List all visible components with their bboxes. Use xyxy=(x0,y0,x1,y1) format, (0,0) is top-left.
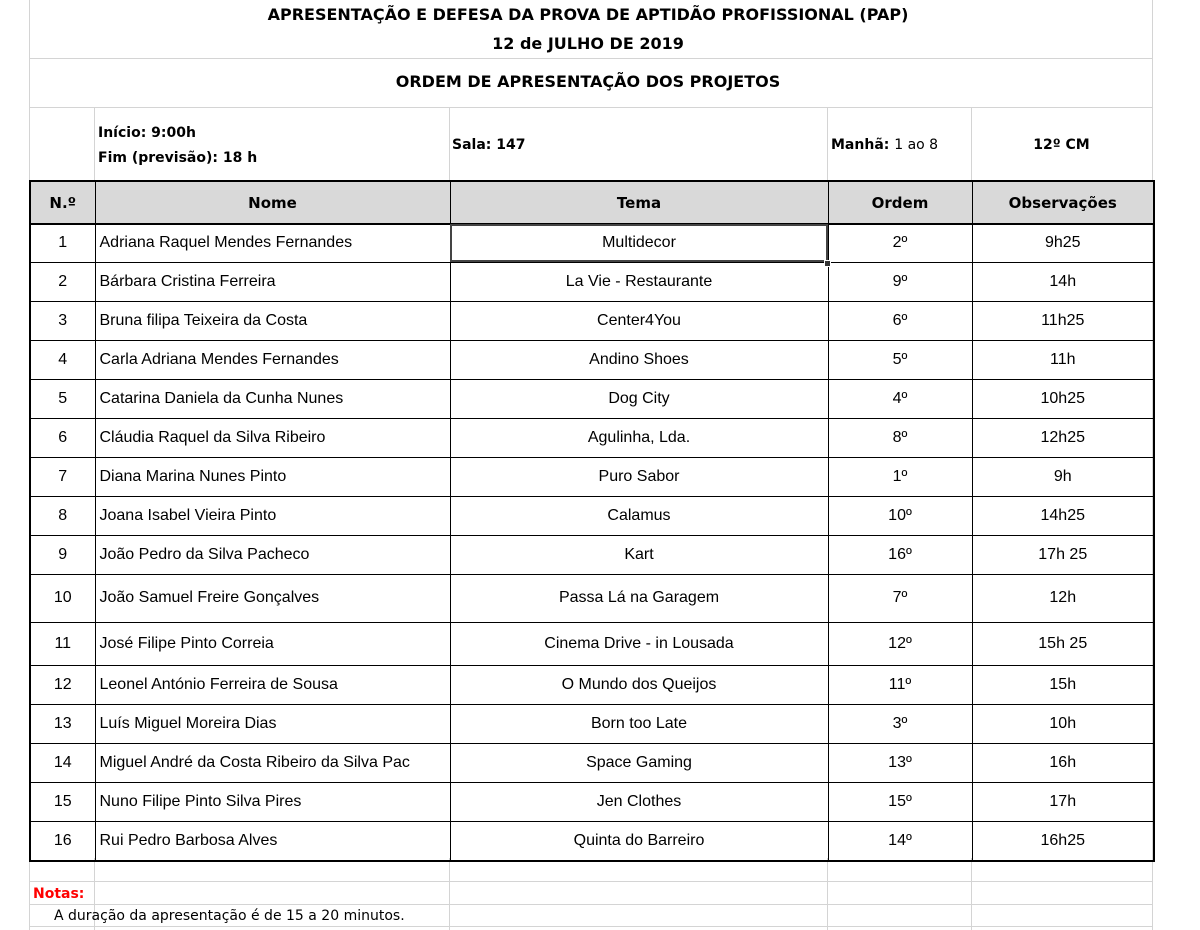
cell-order[interactable]: 8º xyxy=(828,418,972,457)
cell-theme[interactable]: Agulinha, Lda. xyxy=(450,418,828,457)
cell-number[interactable]: 15 xyxy=(30,782,95,821)
column-header-number[interactable]: N.º xyxy=(30,181,95,224)
table-header-row xyxy=(30,181,1154,224)
cell-theme[interactable]: Center4You xyxy=(450,301,828,340)
table-row xyxy=(30,262,1154,301)
cell-theme[interactable]: Space Gaming xyxy=(450,743,828,782)
cell-order[interactable]: 12º xyxy=(828,622,972,665)
table-row xyxy=(30,379,1154,418)
cell-observations[interactable]: 12h xyxy=(972,574,1154,622)
cell-order[interactable]: 5º xyxy=(828,340,972,379)
table-row xyxy=(30,301,1154,340)
table-row xyxy=(30,821,1154,861)
cell-observations[interactable]: 14h25 xyxy=(972,496,1154,535)
cell-theme[interactable]: Dog City xyxy=(450,379,828,418)
cell-order[interactable]: 10º xyxy=(828,496,972,535)
morning-range xyxy=(831,137,938,153)
cell-theme[interactable]: O Mundo dos Queijos xyxy=(450,665,828,704)
cell-number[interactable]: 16 xyxy=(30,821,95,861)
cell-number[interactable]: 7 xyxy=(30,457,95,496)
cell-order[interactable]: 13º xyxy=(828,743,972,782)
cell-observations[interactable]: 10h xyxy=(972,704,1154,743)
table-row xyxy=(30,782,1154,821)
cell-name[interactable]: Diana Marina Nunes Pinto xyxy=(95,457,450,496)
cell-number[interactable]: 4 xyxy=(30,340,95,379)
note-text: A duração da apresentação é de 15 a 20 minutos. xyxy=(54,908,405,924)
cell-theme[interactable]: La Vie - Restaurante xyxy=(450,262,828,301)
cell-name[interactable]: Catarina Daniela da Cunha Nunes xyxy=(95,379,450,418)
table-row xyxy=(30,622,1154,665)
cell-theme[interactable]: Andino Shoes xyxy=(450,340,828,379)
table-row xyxy=(30,704,1154,743)
column-header-name[interactable]: Nome xyxy=(95,181,450,224)
cell-name[interactable]: Adriana Raquel Mendes Fernandes xyxy=(95,224,450,262)
cell-observations[interactable]: 16h xyxy=(972,743,1154,782)
cell-theme[interactable]: Kart xyxy=(450,535,828,574)
cell-theme[interactable]: Multidecor xyxy=(450,224,828,262)
cell-theme[interactable]: Cinema Drive - in Lousada xyxy=(450,622,828,665)
cell-observations[interactable]: 11h25 xyxy=(972,301,1154,340)
gridline xyxy=(94,108,95,180)
cell-theme[interactable]: Quinta do Barreiro xyxy=(450,821,828,861)
cell-number[interactable]: 8 xyxy=(30,496,95,535)
cell-number[interactable]: 3 xyxy=(30,301,95,340)
cell-theme[interactable]: Calamus xyxy=(450,496,828,535)
cell-order[interactable]: 2º xyxy=(828,224,972,262)
cell-order[interactable]: 4º xyxy=(828,379,972,418)
cell-observations[interactable]: 11h xyxy=(972,340,1154,379)
cell-name[interactable]: Cláudia Raquel da Silva Ribeiro xyxy=(95,418,450,457)
cell-name[interactable]: Nuno Filipe Pinto Silva Pires xyxy=(95,782,450,821)
end-time: Fim (previsão): 18 h xyxy=(98,150,258,166)
cell-name[interactable]: José Filipe Pinto Correia xyxy=(95,622,450,665)
gridline xyxy=(827,108,828,180)
class-label: 12º CM xyxy=(1033,137,1090,153)
gridline xyxy=(971,858,972,930)
cell-observations[interactable]: 10h25 xyxy=(972,379,1154,418)
document-title: APRESENTAÇÃO E DEFESA DA PROVA DE APTIDÃO PROFISSIONAL (PAP) xyxy=(267,5,909,24)
presentation-schedule-table xyxy=(29,180,1155,862)
cell-observations[interactable]: 17h 25 xyxy=(972,535,1154,574)
table-row xyxy=(30,457,1154,496)
cell-number[interactable]: 5 xyxy=(30,379,95,418)
table-row xyxy=(30,340,1154,379)
cell-order[interactable]: 7º xyxy=(828,574,972,622)
room: Sala: 147 xyxy=(452,137,526,153)
cell-number[interactable]: 12 xyxy=(30,665,95,704)
column-header-order[interactable]: Ordem xyxy=(828,181,972,224)
cell-name[interactable]: Luís Miguel Moreira Dias xyxy=(95,704,450,743)
cell-theme[interactable]: Jen Clothes xyxy=(450,782,828,821)
gridline xyxy=(449,858,450,930)
cell-observations[interactable]: 16h25 xyxy=(972,821,1154,861)
cell-theme[interactable]: Born too Late xyxy=(450,704,828,743)
table-row xyxy=(30,224,1154,262)
table-row xyxy=(30,574,1154,622)
cell-name[interactable]: João Pedro da Silva Pacheco xyxy=(95,535,450,574)
start-time: Início: 9:00h xyxy=(98,125,196,141)
cell-observations[interactable]: 9h25 xyxy=(972,224,1154,262)
cell-theme[interactable]: Puro Sabor xyxy=(450,457,828,496)
cell-observations[interactable]: 17h xyxy=(972,782,1154,821)
cell-number[interactable]: 14 xyxy=(30,743,95,782)
gridline xyxy=(29,107,1153,108)
table-row xyxy=(30,743,1154,782)
document-subtitle: ORDEM DE APRESENTAÇÃO DOS PROJETOS xyxy=(395,72,781,91)
cell-number[interactable]: 2 xyxy=(30,262,95,301)
column-header-theme[interactable]: Tema xyxy=(450,181,828,224)
table-row xyxy=(30,535,1154,574)
notes-label: Notas: xyxy=(33,886,85,902)
cell-order[interactable]: 14º xyxy=(828,821,972,861)
cell-name[interactable]: Bárbara Cristina Ferreira xyxy=(95,262,450,301)
gridline xyxy=(29,881,1153,882)
cell-order[interactable]: 1º xyxy=(828,457,972,496)
cell-number[interactable]: 1 xyxy=(30,224,95,262)
gridline xyxy=(29,58,1153,59)
cell-name[interactable]: João Samuel Freire Gonçalves xyxy=(95,574,450,622)
cell-order[interactable]: 3º xyxy=(828,704,972,743)
gridline xyxy=(29,904,1153,905)
cell-name[interactable]: Carla Adriana Mendes Fernandes xyxy=(95,340,450,379)
cell-number[interactable]: 6 xyxy=(30,418,95,457)
fill-handle[interactable] xyxy=(824,260,831,267)
cell-name[interactable]: Rui Pedro Barbosa Alves xyxy=(95,821,450,861)
cell-number[interactable]: 10 xyxy=(30,574,95,622)
cell-order[interactable]: 6º xyxy=(828,301,972,340)
cell-name[interactable]: Miguel André da Costa Ribeiro da Silva Pac xyxy=(95,743,450,782)
cell-name[interactable]: Joana Isabel Vieira Pinto xyxy=(95,496,450,535)
cell-name[interactable]: Leonel António Ferreira de Sousa xyxy=(95,665,450,704)
cell-name[interactable]: Bruna filipa Teixeira da Costa xyxy=(95,301,450,340)
cell-order[interactable]: 9º xyxy=(828,262,972,301)
morning-value: 1 ao 8 xyxy=(894,137,939,153)
cell-observations[interactable]: 14h xyxy=(972,262,1154,301)
table-row xyxy=(30,665,1154,704)
document-date: 12 de JULHO DE 2019 xyxy=(492,34,684,53)
morning-label: Manhã: xyxy=(831,137,890,153)
gridline xyxy=(29,926,1153,927)
cell-number[interactable]: 9 xyxy=(30,535,95,574)
cell-order[interactable]: 15º xyxy=(828,782,972,821)
cell-number[interactable]: 11 xyxy=(30,622,95,665)
cell-observations[interactable]: 15h xyxy=(972,665,1154,704)
cell-observations[interactable]: 15h 25 xyxy=(972,622,1154,665)
column-header-observations[interactable]: Observações xyxy=(972,181,1154,224)
gridline xyxy=(827,858,828,930)
table-row xyxy=(30,418,1154,457)
cell-number[interactable]: 13 xyxy=(30,704,95,743)
table-row xyxy=(30,496,1154,535)
cell-order[interactable]: 16º xyxy=(828,535,972,574)
cell-observations[interactable]: 12h25 xyxy=(972,418,1154,457)
cell-observations[interactable]: 9h xyxy=(972,457,1154,496)
cell-order[interactable]: 11º xyxy=(828,665,972,704)
gridline xyxy=(449,108,450,180)
cell-theme[interactable]: Passa Lá na Garagem xyxy=(450,574,828,622)
